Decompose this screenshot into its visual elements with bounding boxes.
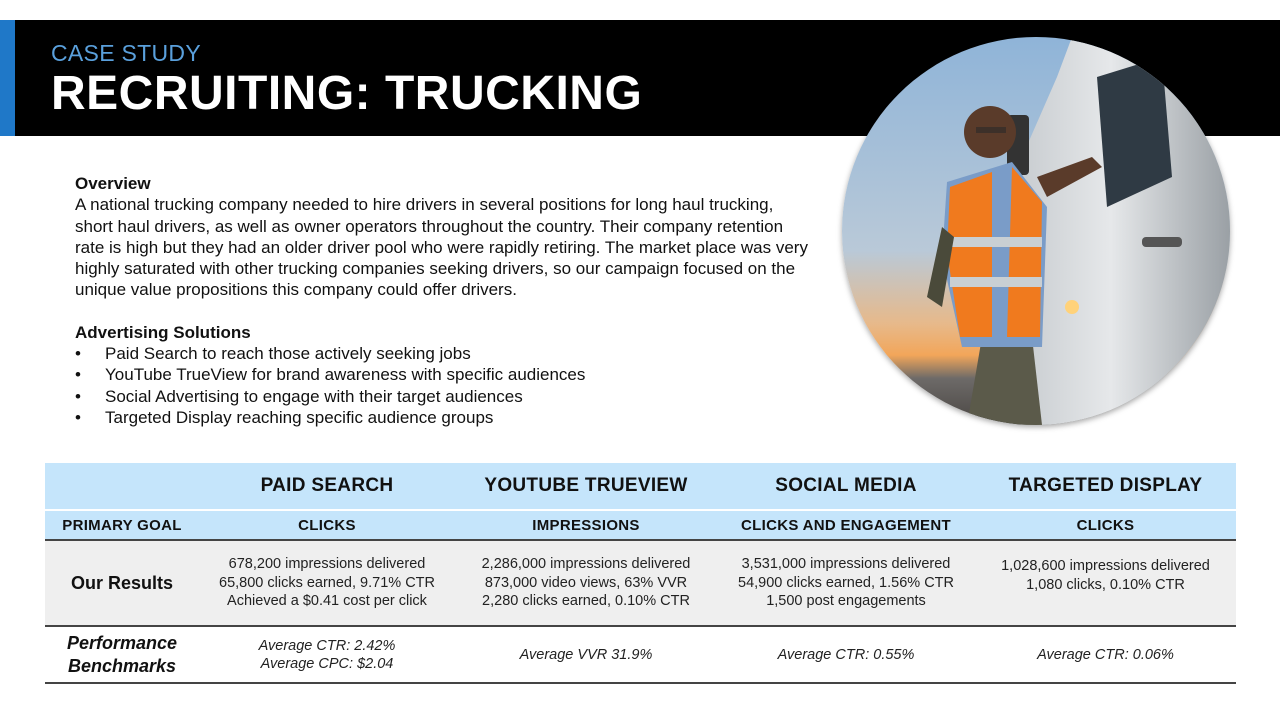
benchmark-line: Average VVR 31.9% [519,646,653,663]
benchmark-cell [199,626,455,683]
results-line: 1,500 post engagements [766,593,926,610]
benchmark-line: Average CTR: 2.42% [258,637,396,654]
solutions-heading: Advertising Solutions [75,322,251,342]
solution-item: • Paid Search to reach those actively seeking jobs [75,343,815,364]
benchmark-cell [717,626,975,683]
results-line: 54,900 clicks earned, 1.56% CTR [738,574,954,591]
results-line: 1,080 clicks, 0.10% CTR [1026,576,1185,593]
photo-illustration [842,37,1230,425]
results-line: 873,000 video views, 63% VVR [484,574,688,591]
results-line: 3,531,000 impressions delivered [741,556,951,573]
benchmark-label-line: Benchmarks [67,655,177,676]
column-header-social-media: SOCIAL MEDIA [717,463,975,510]
body-text [75,173,815,428]
truck-driver-photo [842,37,1230,425]
solutions-list [75,343,815,428]
results-cell [717,540,975,626]
table-header-row [45,463,1236,510]
benchmark-cell [975,626,1236,683]
goal-cell: CLICKS [975,510,1236,540]
benchmark-line: Average CTR: 0.06% [1037,646,1174,663]
overview-heading: Overview [75,174,151,193]
column-header-paid-search: PAID SEARCH [199,463,455,510]
solution-item: • Social Advertising to engage with their target audiences [75,386,815,407]
primary-goal-label: PRIMARY GOAL [45,510,199,540]
benchmark-line: Average CTR: 0.55% [777,646,915,663]
benchmark-line: Average CPC: $2.04 [260,655,394,672]
our-results-row [45,540,1236,626]
goal-cell: IMPRESSIONS [455,510,717,540]
results-line: 2,286,000 impressions delivered [481,556,691,573]
header-blank-cell [45,463,199,510]
solution-item: • YouTube TrueView for brand awareness with specific audiences [75,364,815,385]
results-line: 65,800 clicks earned, 9.71% CTR [219,574,435,591]
results-cell [455,540,717,626]
header-accent-bar [0,20,15,136]
case-study-kicker: CASE STUDY [51,40,201,66]
performance-benchmarks-label [45,626,199,683]
results-line: Achieved a $0.41 cost per click [227,593,427,610]
results-line: 2,280 clicks earned, 0.10% CTR [482,593,690,610]
results-cell [975,540,1236,626]
goal-cell: CLICKS [199,510,455,540]
results-table [45,463,1236,684]
column-header-youtube-trueview: YOUTUBE TRUEVIEW [455,463,717,510]
column-header-targeted-display: TARGETED DISPLAY [975,463,1236,510]
results-line: 1,028,600 impressions delivered [1001,558,1210,574]
performance-benchmarks-row [45,626,1236,683]
our-results-label: Our Results [45,540,199,626]
results-cell [199,540,455,626]
benchmark-label-line: Performance [66,632,178,653]
solution-item: • Targeted Display reaching specific audience groups [75,407,815,428]
results-line: 678,200 impressions delivered [228,556,426,573]
overview-text: A national trucking company needed to hire drivers in several positions for long haul trucking, short haul drivers, as well as owner operators throughout the country. Their company retention rate is high but they had an older driver pool who were rapidly retiring. The market place was very highly saturated with other trucking companies seeking drivers, so our campaign focused on the unique value propositions this company could offer drivers. [75,195,808,300]
goal-cell: CLICKS AND ENGAGEMENT [717,510,975,540]
primary-goal-row [45,510,1236,540]
page-title: RECRUITING: TRUCKING [51,67,643,120]
benchmark-cell [455,626,717,683]
